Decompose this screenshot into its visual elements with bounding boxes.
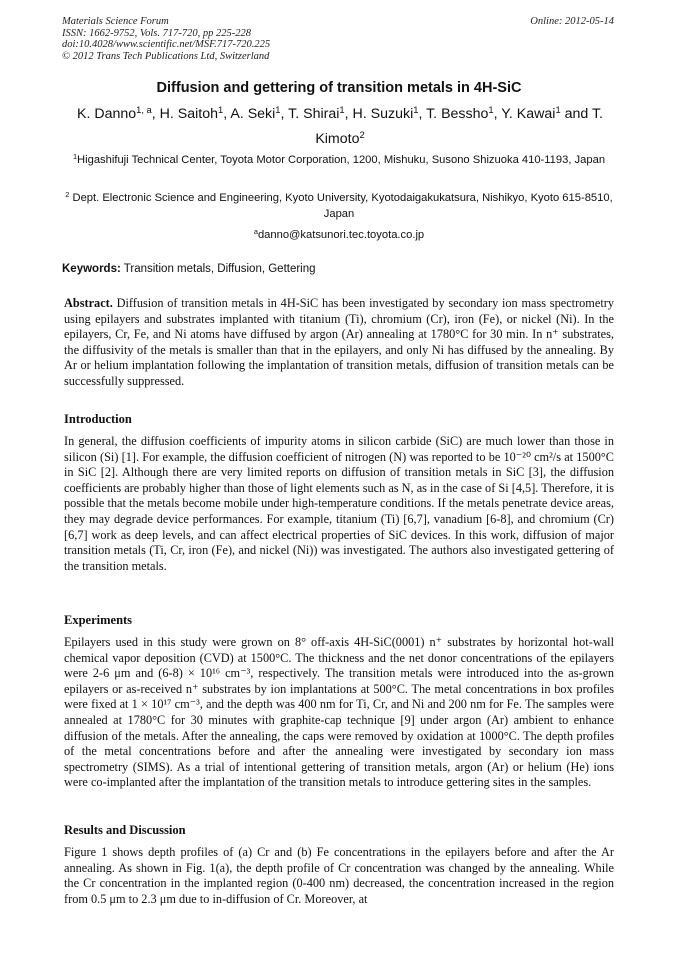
keywords [62, 263, 316, 275]
affiliation-2: $^2$ Dept. Electronic Science and Engineering, Kyoto University, Kyotodaigakukatsura, Nishikyo, Kyoto 615-8510, Japan [65, 189, 613, 220]
journal-doi: doi:10.4028/www.scientific.net/MSF.717-720.225 [62, 39, 271, 50]
author: T. Bessho$^1$, [426, 104, 502, 122]
keywords-label: Keywords: [62, 263, 121, 275]
journal-copyright: © 2012 Trans Tech Publications Ltd, Switzerland [62, 50, 270, 62]
section-body-experiments: Epilayers used in this study were grown on 8° off-axis 4H-SiC(0001) n⁺ substrates by horizontal hot-wall chemical vapor deposition (CVD) at 1500°C. The thickness and the net donor concentrations of the epilayers were 2-6 μm and (6-8) × 10¹⁶ cm⁻³, respectively. The transition metals were introduced into the as-grown epilayers or as-received n⁺ substrates by ion implantations at 500°C. The metal concentrations in box profiles were fixed at 1 × 10¹⁷ cm⁻³, and the depth was 400 nm for Ti, Cr, and Ni and 200 nm for Fe. The samples were annealed at 1780°C for 30 minutes with graphite-cap technique [9] under argon (Ar) ambient to enhance diffusion of the metals. After the annealing, the caps were removed by oxidation at 1000°C. The depth profiles of the metal concentrations before and after the annealing were investigated by secondary ion mass spectrometry (SIMS). As a trial of intentional gettering of transition metals, argon (Ar) or helium (He) ions were co-implanted after the implantation of the transition metals to introduce gettering sites in the samples. [64, 635, 614, 790]
paper-title: Diffusion and gettering of transition metals in 4H-SiC [156, 80, 522, 96]
online-date: Online: 2012-05-14 [530, 16, 614, 27]
keywords-text: Transition metals, Diffusion, Gettering [120, 263, 316, 275]
corresponding-email: $^a$danno@katsunori.tec.toyota.co.jp [253, 226, 425, 241]
abstract-label: Abstract. [64, 296, 113, 310]
section-title-experiments: Experiments [64, 613, 133, 627]
affiliation-1: $^1$Higashifuji Technical Center, Toyota Motor Corporation, 1200, Mishuku, Susono Shizuoka 410-1193, Japan [72, 151, 606, 166]
author: H. Suzuki$^1$, [352, 104, 427, 122]
author: Y. Kawai$^1$ [501, 104, 561, 122]
section-body-results: Figure 1 shows depth profiles of (a) Cr and (b) Fe concentrations in the epilayers before and after the Ar annealing. As shown in Fig. 1(a), the depth profile of Cr concentration was changed by the annealing. While the Cr concentration in the implanted region (0-400 nm) decreased, the concentration increased in the region from 0.5 μm to 2.3 μm due to in-diffusion of Cr. Moreover, at [64, 845, 614, 906]
author: and T. Kimoto$^2$ [315, 106, 603, 147]
author: H. Saitoh$^1$, [159, 104, 231, 122]
abstract [64, 296, 614, 390]
section-title-results: Results and Discussion [64, 823, 186, 837]
author: K. Danno$^{1, a}$, [76, 104, 160, 122]
journal-name: Materials Science Forum [62, 16, 169, 27]
author: A. Seki$^1$, [230, 104, 289, 122]
abstract-text: Diffusion of transition metals in 4H-SiC has been investigated by secondary ion mass spectrometry using epilayers and substrates implanted with titanium (Ti), chromium (Cr), iron (Fe), or nickel (Ni). In the epilayers, Cr, Fe, and Ni atoms have diffused by argon (Ar) annealing at 1780°C for 30 min. In n⁺ substrates, the diffusivity of the metals is smaller than that in the epilayers, and only Ni has diffused by the annealing. By Ar or helium implantation following the implantation of transition metals, diffusion of transition metals can be successfully suppressed. [64, 296, 614, 388]
author: T. Shirai$^1$, [288, 104, 353, 122]
author-list [58, 102, 622, 152]
section-body-introduction: In general, the diffusion coefficients of impurity atoms in silicon carbide (SiC) are much lower than those in silicon (Si) [1]. For example, the diffusion coefficient of nitrogen (N) was reported to be 10⁻²⁰ cm²/s at 1500°C in SiC [2]. Although there are very limited reports on diffusion of transition metals in SiC [3], the diffusion coefficients are probably higher than those of light elements such as N, as in the case of Si [4,5]. Therefore, it is possible that the metals become mobile under high-temperature conditions. If the metals penetrate device areas, they may degrade device performances. For example, titanium (Ti) [6,7], vanadium [6-8], and chromium (Cr) [6,7] work as deep levels, and can affect electrical properties of SiC devices. In this work, diffusion of major transition metals (Ti, Cr, iron (Fe), and nickel (Ni)) was investigated. The authors also investigated gettering of the transition metals. [64, 434, 614, 573]
journal-header [62, 16, 270, 62]
section-title-introduction: Introduction [64, 412, 132, 426]
journal-issn: ISSN: 1662-9752, Vols. 717-720, pp 225-228 [62, 27, 251, 39]
